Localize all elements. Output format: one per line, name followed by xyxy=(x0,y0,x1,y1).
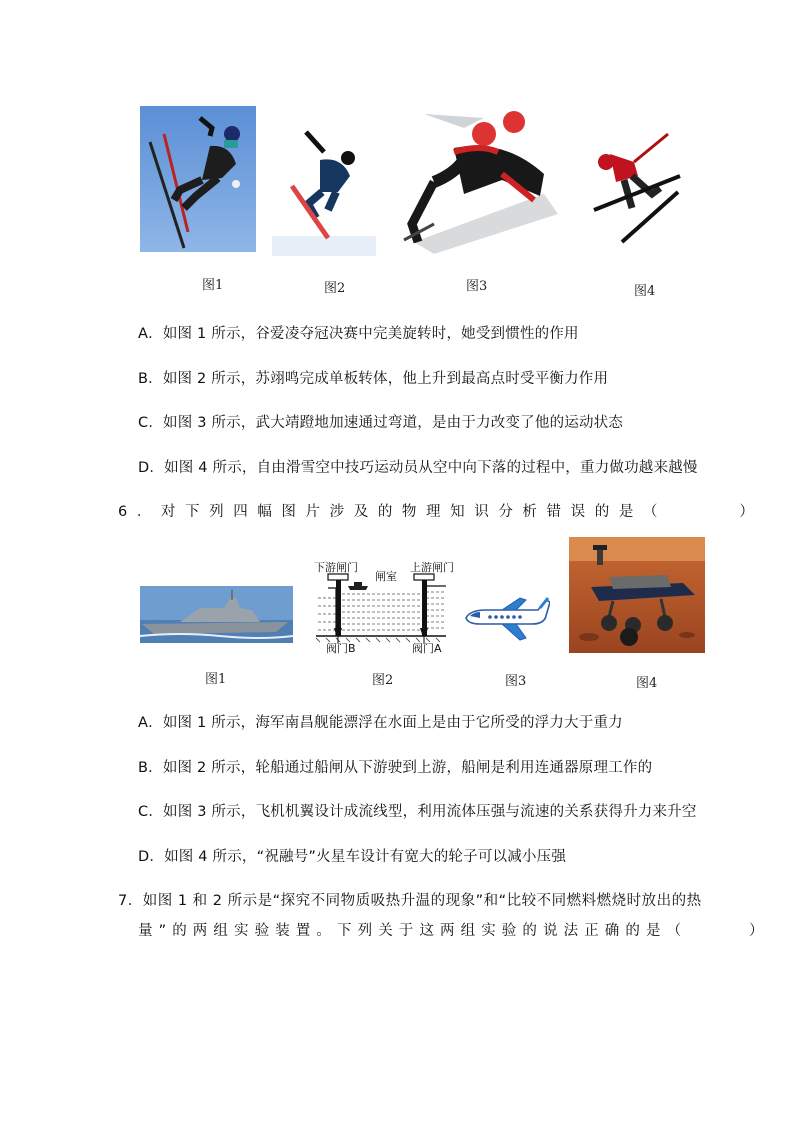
figure-2-snowboarder-photo xyxy=(272,106,376,256)
lock-label-valve-a: 阀门A xyxy=(412,642,442,655)
q6-figure-3-airplane-illustration xyxy=(462,596,550,642)
figure-4-aerial-skier-photo xyxy=(588,128,684,246)
figure-3-speed-skaters-photo xyxy=(394,104,558,254)
q5-option-a: A．如图 1 所示，谷爱凌夺冠决赛中完美旋转时，她受到惯性的作用 xyxy=(138,326,579,342)
q6-figure-1-warship-photo xyxy=(140,586,293,643)
q6-caption-1: 图1 xyxy=(205,672,227,687)
q6-caption-2: 图2 xyxy=(372,673,394,688)
row1-caption-2: 图2 xyxy=(324,281,346,296)
q7-stem-line-2: 量”的两组实验装置。下列关于这两组实验的说法正确的是（ ） xyxy=(138,923,770,939)
figure-1-freestyle-skier-photo xyxy=(140,106,256,252)
lock-label-valve-b: 阀门B xyxy=(326,642,356,655)
q6-stem: 6．对下列四幅图片涉及的物理知识分析错误的是（ ） xyxy=(118,504,764,520)
q7-stem-line-1: 7．如图 1 和 2 所示是“探究不同物质吸热升温的现象”和“比较不同燃料燃烧时放出的热 xyxy=(118,893,702,909)
row1-caption-4: 图4 xyxy=(634,284,656,299)
q6-option-c: C．如图 3 所示，飞机机翼设计成流线型，利用流体压强与流速的关系获得升力来升空 xyxy=(138,804,697,820)
q6-caption-4: 图4 xyxy=(636,676,658,691)
q6-option-b: B．如图 2 所示，轮船通过船闸从下游驶到上游，船闸是利用连通器原理工作的 xyxy=(138,760,653,776)
q5-option-b: B．如图 2 所示，苏翊鸣完成单板转体，他上升到最高点时受平衡力作用 xyxy=(138,371,609,387)
lock-label-chamber: 闸室 xyxy=(375,570,397,583)
q6-option-a: A．如图 1 所示，海军南昌舰能漂浮在水面上是由于它所受的浮力大于重力 xyxy=(138,715,623,731)
q6-option-d: D．如图 4 所示，“祝融号”火星车设计有宽大的轮子可以减小压强 xyxy=(138,849,567,865)
lock-label-upstream-gate: 上游闸门 xyxy=(410,561,454,574)
row1-caption-3: 图3 xyxy=(466,279,488,294)
q5-option-c: C．如图 3 所示，武大靖蹬地加速通过弯道，是由于力改变了他的运动状态 xyxy=(138,415,624,431)
lock-label-downstream-gate: 下游闸门 xyxy=(314,561,358,574)
q6-caption-3: 图3 xyxy=(505,674,527,689)
q6-figure-4-mars-rover-photo xyxy=(569,537,705,653)
row1-caption-1: 图1 xyxy=(202,278,224,293)
q5-option-d: D．如图 4 所示，自由滑雪空中技巧运动员从空中向下落的过程中，重力做功越来越慢 xyxy=(138,460,698,476)
